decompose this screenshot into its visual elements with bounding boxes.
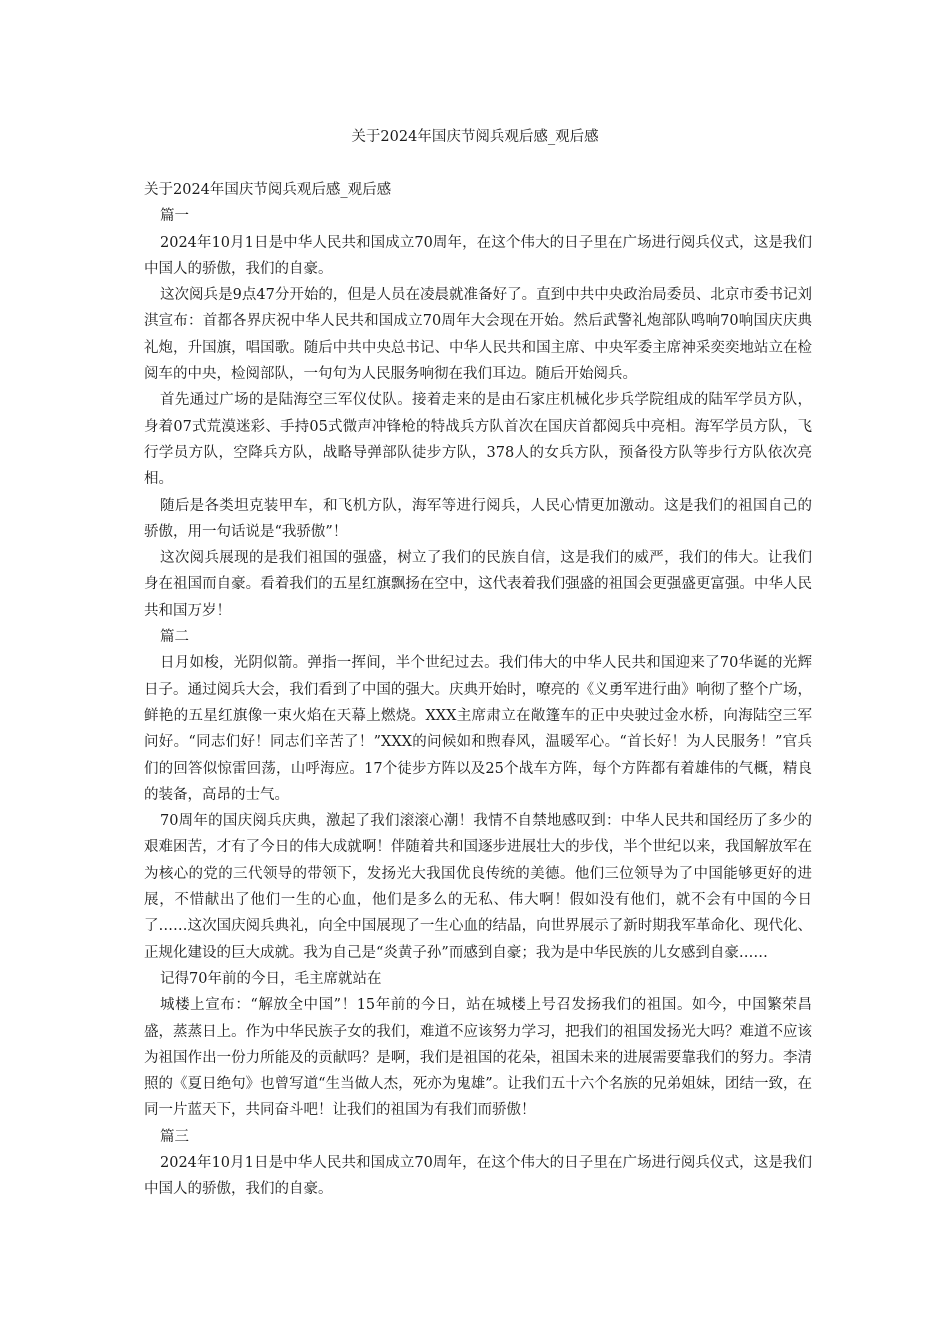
paragraph: 2024年10月1日是中华人民共和国成立70周年，在这个伟大的日子里在广场进行阅兵仪式，这是我们中国人的骄傲，我们的自豪。	[144, 234, 812, 277]
document-subtitle: 关于2024年国庆节阅兵观后感_观后感	[144, 182, 392, 198]
section-heading-3: 篇三	[160, 1128, 189, 1145]
section-heading-2: 篇二	[160, 629, 189, 646]
paragraph: 首先通过广场的是陆海空三军仪仗队。接着走来的是由石家庄机械化步兵学院组成的陆军学员方队，身着07式荒漠迷彩、手持05式微声冲锋枪的特战兵方队首次在国庆首都阅兵中亮相。海军学员方队，飞行学员方队，空降兵方队，战略导弹部队徒步方队，378人的女兵方队，预备役方队等步行方队依次亮相。	[144, 392, 812, 488]
paragraph: 日月如梭，光阴似箭。弹指一挥间，半个世纪过去。我们伟大的中华人民共和国迎来了70华诞的光辉日子。通过阅兵大会，我们看到了中国的强大。庆典开始时，嘹亮的《义勇军进行曲》响彻了整个广场，鲜艳的五星红旗像一束火焰在天幕上燃烧。XXX主席肃立在敞篷车的正中央驶过金水桥，向海陆空三军问好。“同志们好！同志们辛苦了！”XXX的问候如和煦春风，温暖军心。“首长好！为人民服务！”官兵们的回答似惊雷回荡，山呼海应。17个徒步方阵以及25个战车方阵，每个方阵都有着雄伟的气概，精良的装备，高昂的士气。	[144, 655, 812, 803]
paragraph: 记得70年前的今日，毛主席就站在	[160, 970, 382, 987]
paragraph: 这次阅兵是9点47分开始的，但是人员在凌晨就准备好了。直到中共中央政治局委员、北京市委书记刘淇宣布：首都各界庆祝中华人民共和国成立70周年大会现在开始。然后武警礼炮部队鸣响70响国庆庆典礼炮，升国旗，唱国歌。随后中共中央总书记、中华人民共和国主席、中央军委主席神采奕奕地站立在检阅车的中央，检阅部队，一句句为人民服务响彻在我们耳边。随后开始阅兵。	[144, 287, 812, 383]
paragraph: 随后是各类坦克装甲车，和飞机方队，海军等进行阅兵，人民心情更加激动。这是我们的祖国自己的骄傲，用一句话说是“我骄傲”！	[144, 497, 812, 540]
paragraph: 城楼上宣布：“解放全中国”！15年前的今日，站在城楼上号召发扬我们的祖国。如今，中国繁荣昌盛，蒸蒸日上。作为中华民族子女的我们，难道不应该努力学习，把我们的祖国发扬光大吗？难道不应该为祖国作出一份力所能及的贡献吗？是啊，我们是祖国的花朵，祖国未来的进展需要靠我们的努力。李清照的《夏日绝句》也曾写道“生当做人杰，死亦为鬼雄”。让我们五十六个名族的兄弟姐妹，团结一致，在同一片蓝天下，共同奋斗吧！让我们的祖国为有我们而骄傲！	[144, 997, 812, 1119]
document-body	[144, 177, 812, 1203]
document-title: 关于2024年国庆节阅兵观后感_观后感	[351, 129, 599, 145]
paragraph: 这次阅兵展现的是我们祖国的强盛，树立了我们的民族自信，这是我们的威严，我们的伟大。让我们身在祖国而自豪。看着我们的五星红旗飘扬在空中，这代表着我们强盛的祖国会更强盛更富强。中华人民共和国万岁！	[144, 550, 812, 619]
paragraph: 2024年10月1日是中华人民共和国成立70周年，在这个伟大的日子里在广场进行阅兵仪式，这是我们中国人的骄傲，我们的自豪。	[144, 1154, 812, 1198]
section-heading-1: 篇一	[160, 208, 189, 225]
paragraph: 70周年的国庆阅兵庆典，激起了我们滚滚心潮！我情不自禁地感叹到：中华人民共和国经历了多少的艰难困苦，才有了今日的伟大成就啊！伴随着共和国逐步进展壮大的步伐，半个世纪以来，我国解放军在为核心的党的三代领导的带领下，发扬光大我国优良传统的美德。他们三位领导为了中国能够更好的进展，不惜献出了他们一生的心血，他们是多么的无私、伟大啊！假如没有他们，就不会有中国的今日了……这次国庆阅兵典礼，向全中国展现了一生心血的结晶，向世界展示了新时期我军革命化、现代化、正规化建设的巨大成就。我为自己是“炎黄子孙”而感到自豪；我为是中华民族的儿女感到自豪……	[144, 813, 812, 961]
